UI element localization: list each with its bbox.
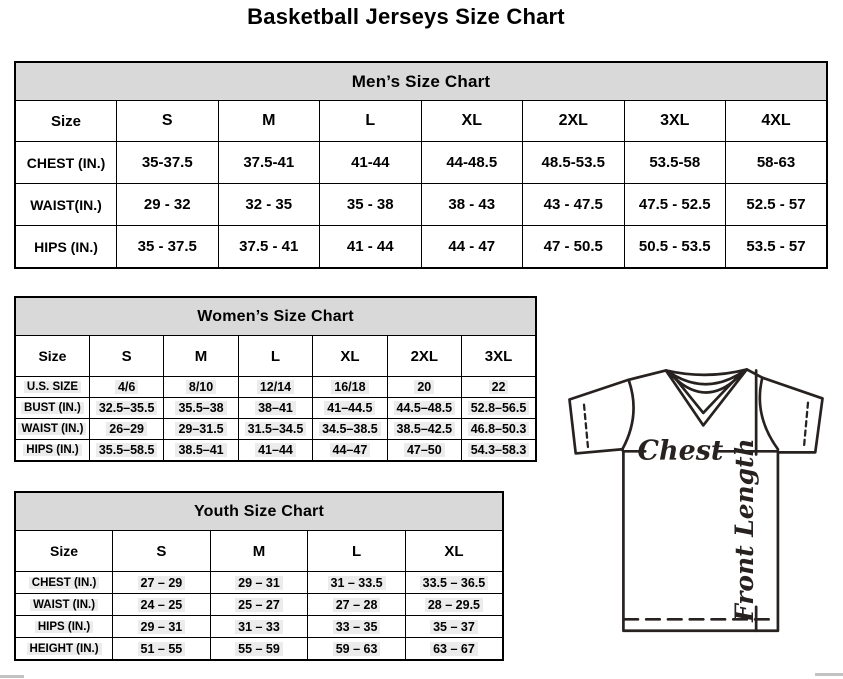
left-cuff-stitch: [584, 405, 588, 450]
range-cell: 29 - 32: [117, 184, 219, 226]
measurement-row: [15, 572, 503, 594]
range-cell: 63 – 67: [405, 638, 503, 661]
range-cell: 29–31.5: [164, 419, 238, 440]
range-cell: 48.5-53.5: [523, 142, 625, 184]
range-cell: 4/6: [89, 377, 163, 398]
horizontal-scrollbar-thumb[interactable]: [0, 675, 24, 678]
size-column-header: XL: [313, 336, 387, 377]
jersey-outline: [569, 369, 822, 630]
womens-table-title: Women’s Size Chart: [15, 297, 536, 336]
size-column-header: 3XL: [624, 101, 726, 142]
range-cell: 35.5–58.5: [89, 440, 163, 462]
size-column-header: L: [238, 336, 312, 377]
right-cuff-stitch: [804, 403, 808, 449]
size-column-header: L: [320, 101, 422, 142]
size-header-row: [15, 531, 503, 572]
size-column-header: L: [308, 531, 406, 572]
range-cell: 44.5–48.5: [387, 398, 461, 419]
size-column-header: S: [117, 101, 219, 142]
range-cell: 16/18: [313, 377, 387, 398]
measurement-row: [15, 142, 827, 184]
measurement-row: [15, 377, 536, 398]
range-cell: 26–29: [89, 419, 163, 440]
horizontal-scrollbar-fragment[interactable]: [815, 673, 843, 676]
range-cell: 47 - 50.5: [523, 226, 625, 269]
front-length-label: Front Length: [730, 438, 760, 622]
range-cell: 53.5 - 57: [726, 226, 828, 269]
range-cell: 25 – 27: [210, 594, 308, 616]
row-label: HIPS (IN.): [15, 226, 117, 269]
range-cell: 59 – 63: [308, 638, 406, 661]
range-cell: 28 – 29.5: [405, 594, 503, 616]
range-cell: 29 – 31: [113, 616, 211, 638]
row-label: CHEST (IN.): [15, 142, 117, 184]
table-title-row: [15, 62, 827, 101]
measurement-row: [15, 184, 827, 226]
row-label: HIPS (IN.): [15, 616, 113, 638]
range-cell: 52.5 - 57: [726, 184, 828, 226]
mens-size-chart-table: [14, 61, 828, 269]
size-column-header: M: [164, 336, 238, 377]
mens-table-title: Men’s Size Chart: [15, 62, 827, 101]
range-cell: 50.5 - 53.5: [624, 226, 726, 269]
youth-size-chart-table: [14, 491, 504, 661]
range-cell: 35 - 37.5: [117, 226, 219, 269]
range-cell: 24 – 25: [113, 594, 211, 616]
range-cell: 35-37.5: [117, 142, 219, 184]
range-cell: 20: [387, 377, 461, 398]
range-cell: 47–50: [387, 440, 461, 462]
size-column-header: M: [210, 531, 308, 572]
range-cell: 47.5 - 52.5: [624, 184, 726, 226]
jersey-measurement-diagram: [556, 358, 836, 638]
range-cell: 52.8–56.5: [462, 398, 536, 419]
range-cell: 58-63: [726, 142, 828, 184]
row-label: BUST (IN.): [15, 398, 89, 419]
range-cell: 51 – 55: [113, 638, 211, 661]
range-cell: 31 – 33: [210, 616, 308, 638]
left-sleeve-seam: [622, 380, 633, 449]
range-cell: 44–47: [313, 440, 387, 462]
measurement-row: [15, 616, 503, 638]
jersey-diagram-svg: [556, 358, 836, 638]
size-column-header: XL: [405, 531, 503, 572]
right-sleeve-seam: [760, 378, 778, 450]
row-label: WAIST(IN.): [15, 184, 117, 226]
range-cell: 53.5-58: [624, 142, 726, 184]
range-cell: 33 – 35: [308, 616, 406, 638]
row-label: HIPS (IN.): [15, 440, 89, 462]
range-cell: 38.5–41: [164, 440, 238, 462]
size-header-row: [15, 336, 536, 377]
range-cell: 54.3–58.3: [462, 440, 536, 462]
row-label: WAIST (IN.): [15, 419, 89, 440]
row-label: HEIGHT (IN.): [15, 638, 113, 661]
measurement-row: [15, 398, 536, 419]
chest-label: Chest: [637, 435, 724, 467]
range-cell: 41-44: [320, 142, 422, 184]
range-cell: 41 - 44: [320, 226, 422, 269]
size-column-header: 2XL: [387, 336, 461, 377]
range-cell: 44 - 47: [421, 226, 523, 269]
range-cell: 46.8–50.3: [462, 419, 536, 440]
page-title: Basketball Jerseys Size Chart: [247, 4, 565, 29]
range-cell: 31 – 33.5: [308, 572, 406, 594]
range-cell: 38 - 43: [421, 184, 523, 226]
range-cell: 27 – 29: [113, 572, 211, 594]
row-label: U.S. SIZE: [15, 377, 89, 398]
table-title-row: [15, 492, 503, 531]
size-column-header: S: [113, 531, 211, 572]
size-column-header: 2XL: [523, 101, 625, 142]
measurement-row: [15, 226, 827, 269]
youth-table-title: Youth Size Chart: [15, 492, 503, 531]
range-cell: 38.5–42.5: [387, 419, 461, 440]
range-cell: 12/14: [238, 377, 312, 398]
size-label-header: Size: [15, 101, 117, 142]
range-cell: 22: [462, 377, 536, 398]
range-cell: 35 - 38: [320, 184, 422, 226]
range-cell: 33.5 – 36.5: [405, 572, 503, 594]
size-label-header: Size: [15, 336, 89, 377]
range-cell: 35 – 37: [405, 616, 503, 638]
range-cell: 37.5-41: [218, 142, 320, 184]
size-column-header: 3XL: [462, 336, 536, 377]
row-label: CHEST (IN.): [15, 572, 113, 594]
range-cell: 8/10: [164, 377, 238, 398]
range-cell: 32 - 35: [218, 184, 320, 226]
size-column-header: XL: [421, 101, 523, 142]
row-label: WAIST (IN.): [15, 594, 113, 616]
range-cell: 37.5 - 41: [218, 226, 320, 269]
size-header-row: [15, 101, 827, 142]
measurement-row: [15, 638, 503, 661]
range-cell: 32.5–35.5: [89, 398, 163, 419]
range-cell: 41–44: [238, 440, 312, 462]
measurement-row: [15, 419, 536, 440]
range-cell: 44-48.5: [421, 142, 523, 184]
range-cell: 41–44.5: [313, 398, 387, 419]
table-title-row: [15, 297, 536, 336]
size-column-header: M: [218, 101, 320, 142]
range-cell: 43 - 47.5: [523, 184, 625, 226]
size-column-header: 4XL: [726, 101, 828, 142]
range-cell: 38–41: [238, 398, 312, 419]
size-column-header: S: [89, 336, 163, 377]
range-cell: 55 – 59: [210, 638, 308, 661]
range-cell: 31.5–34.5: [238, 419, 312, 440]
range-cell: 34.5–38.5: [313, 419, 387, 440]
measurement-row: [15, 440, 536, 462]
size-label-header: Size: [15, 531, 113, 572]
womens-size-chart-table: [14, 296, 537, 462]
range-cell: 29 – 31: [210, 572, 308, 594]
measurement-row: [15, 594, 503, 616]
range-cell: 35.5–38: [164, 398, 238, 419]
range-cell: 27 – 28: [308, 594, 406, 616]
